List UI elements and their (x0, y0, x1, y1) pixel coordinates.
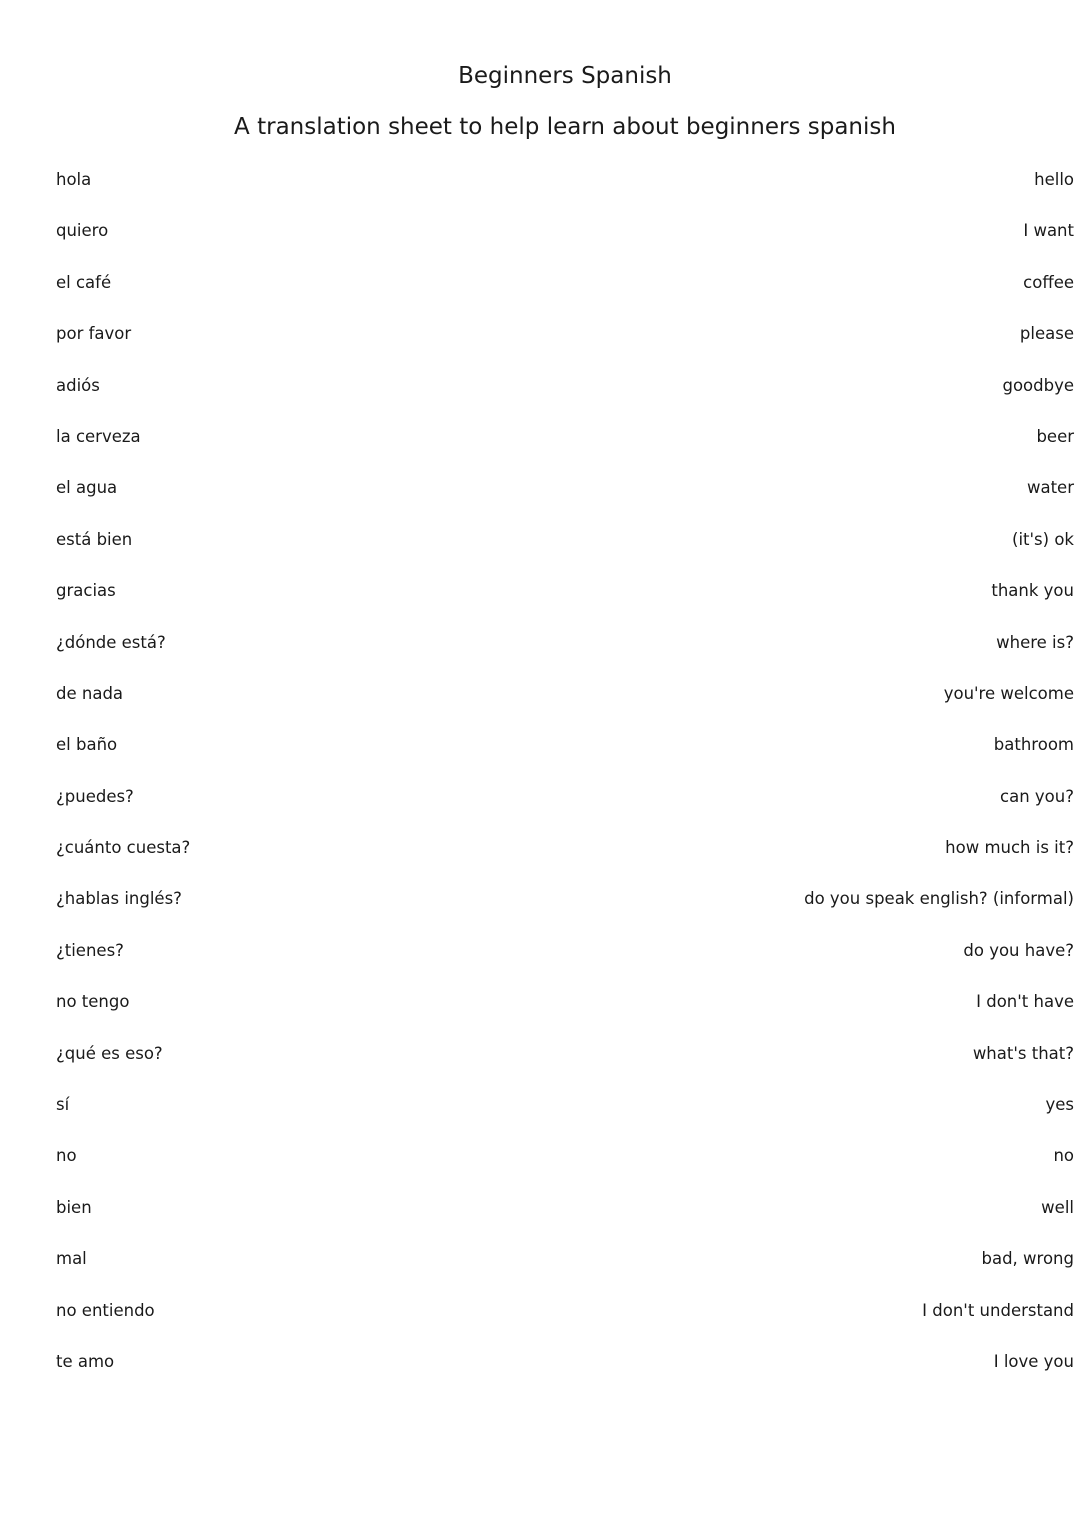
translation-row (56, 577, 1074, 628)
translation-row (56, 1091, 1074, 1142)
english-translation: water (1026, 478, 1074, 498)
translation-row (56, 372, 1074, 423)
spanish-term: ¿hablas inglés? (56, 889, 182, 909)
english-translation: do you have? (963, 940, 1074, 960)
translation-row (56, 834, 1074, 885)
translation-row (56, 988, 1074, 1039)
spanish-term: el café (56, 272, 112, 292)
spanish-term: no (56, 1146, 77, 1166)
english-translation: thank you (991, 581, 1074, 601)
english-translation: I don't have (976, 992, 1074, 1012)
spanish-term: el agua (56, 478, 118, 498)
english-translation: well (1041, 1197, 1074, 1217)
english-translation: I love you (993, 1351, 1074, 1371)
translation-row (56, 320, 1074, 371)
translation-row (56, 526, 1074, 577)
english-translation: can you? (1000, 786, 1074, 806)
spanish-term: ¿tienes? (56, 940, 124, 960)
spanish-term: adiós (56, 375, 100, 395)
english-translation: I don't understand (922, 1300, 1074, 1320)
translation-row (56, 217, 1074, 268)
english-translation: I want (1023, 221, 1074, 241)
spanish-term: sí (56, 1095, 70, 1115)
english-translation: coffee (1023, 272, 1074, 292)
english-translation: do you speak english? (informal) (804, 889, 1074, 909)
english-translation: no (1053, 1146, 1074, 1166)
english-translation: you're welcome (943, 683, 1074, 703)
spanish-term: ¿cuánto cuesta? (56, 838, 191, 858)
english-translation: bad, wrong (981, 1249, 1074, 1269)
spanish-term: ¿qué es eso? (56, 1043, 163, 1063)
translation-row (56, 166, 1074, 217)
page-title: Beginners Spanish (458, 63, 672, 89)
translation-row (56, 629, 1074, 680)
english-translation: where is? (996, 632, 1074, 652)
english-translation: beer (1036, 426, 1074, 446)
english-translation: yes (1045, 1095, 1074, 1115)
spanish-term: ¿puedes? (56, 786, 134, 806)
spanish-term: bien (56, 1197, 92, 1217)
translation-list (56, 166, 1074, 1399)
english-translation: bathroom (993, 735, 1074, 755)
translation-row (56, 423, 1074, 474)
english-translation: please (1019, 324, 1074, 344)
translation-row (56, 1142, 1074, 1193)
translation-row (56, 680, 1074, 731)
translation-row (56, 731, 1074, 782)
spanish-term: quiero (56, 221, 109, 241)
translation-row (56, 783, 1074, 834)
spanish-term: mal (56, 1249, 87, 1269)
translation-row (56, 937, 1074, 988)
spanish-term: ¿dónde está? (56, 632, 166, 652)
english-translation: what's that? (972, 1043, 1074, 1063)
spanish-term: no tengo (56, 992, 130, 1012)
spanish-term: te amo (56, 1351, 115, 1371)
translation-row (56, 1245, 1074, 1296)
spanish-term: hola (56, 170, 92, 189)
english-translation: (it's) ok (1012, 529, 1074, 549)
spanish-term: gracias (56, 581, 116, 601)
english-translation: hello (1034, 170, 1074, 189)
english-translation: goodbye (1002, 375, 1074, 395)
spanish-term: no entiendo (56, 1300, 155, 1320)
translation-row (56, 1040, 1074, 1091)
spanish-term: por favor (56, 324, 132, 344)
spanish-term: la cerveza (56, 426, 141, 446)
translation-row (56, 474, 1074, 525)
translation-row (56, 1297, 1074, 1348)
translation-row (56, 885, 1074, 936)
page-subtitle: A translation sheet to help learn about beginners spanish (234, 114, 896, 140)
spanish-term: está bien (56, 529, 133, 549)
translation-row (56, 269, 1074, 320)
translation-row (56, 1348, 1074, 1399)
spanish-term: de nada (56, 683, 124, 703)
english-translation: how much is it? (945, 838, 1074, 858)
translation-row (56, 1194, 1074, 1245)
spanish-term: el baño (56, 735, 118, 755)
